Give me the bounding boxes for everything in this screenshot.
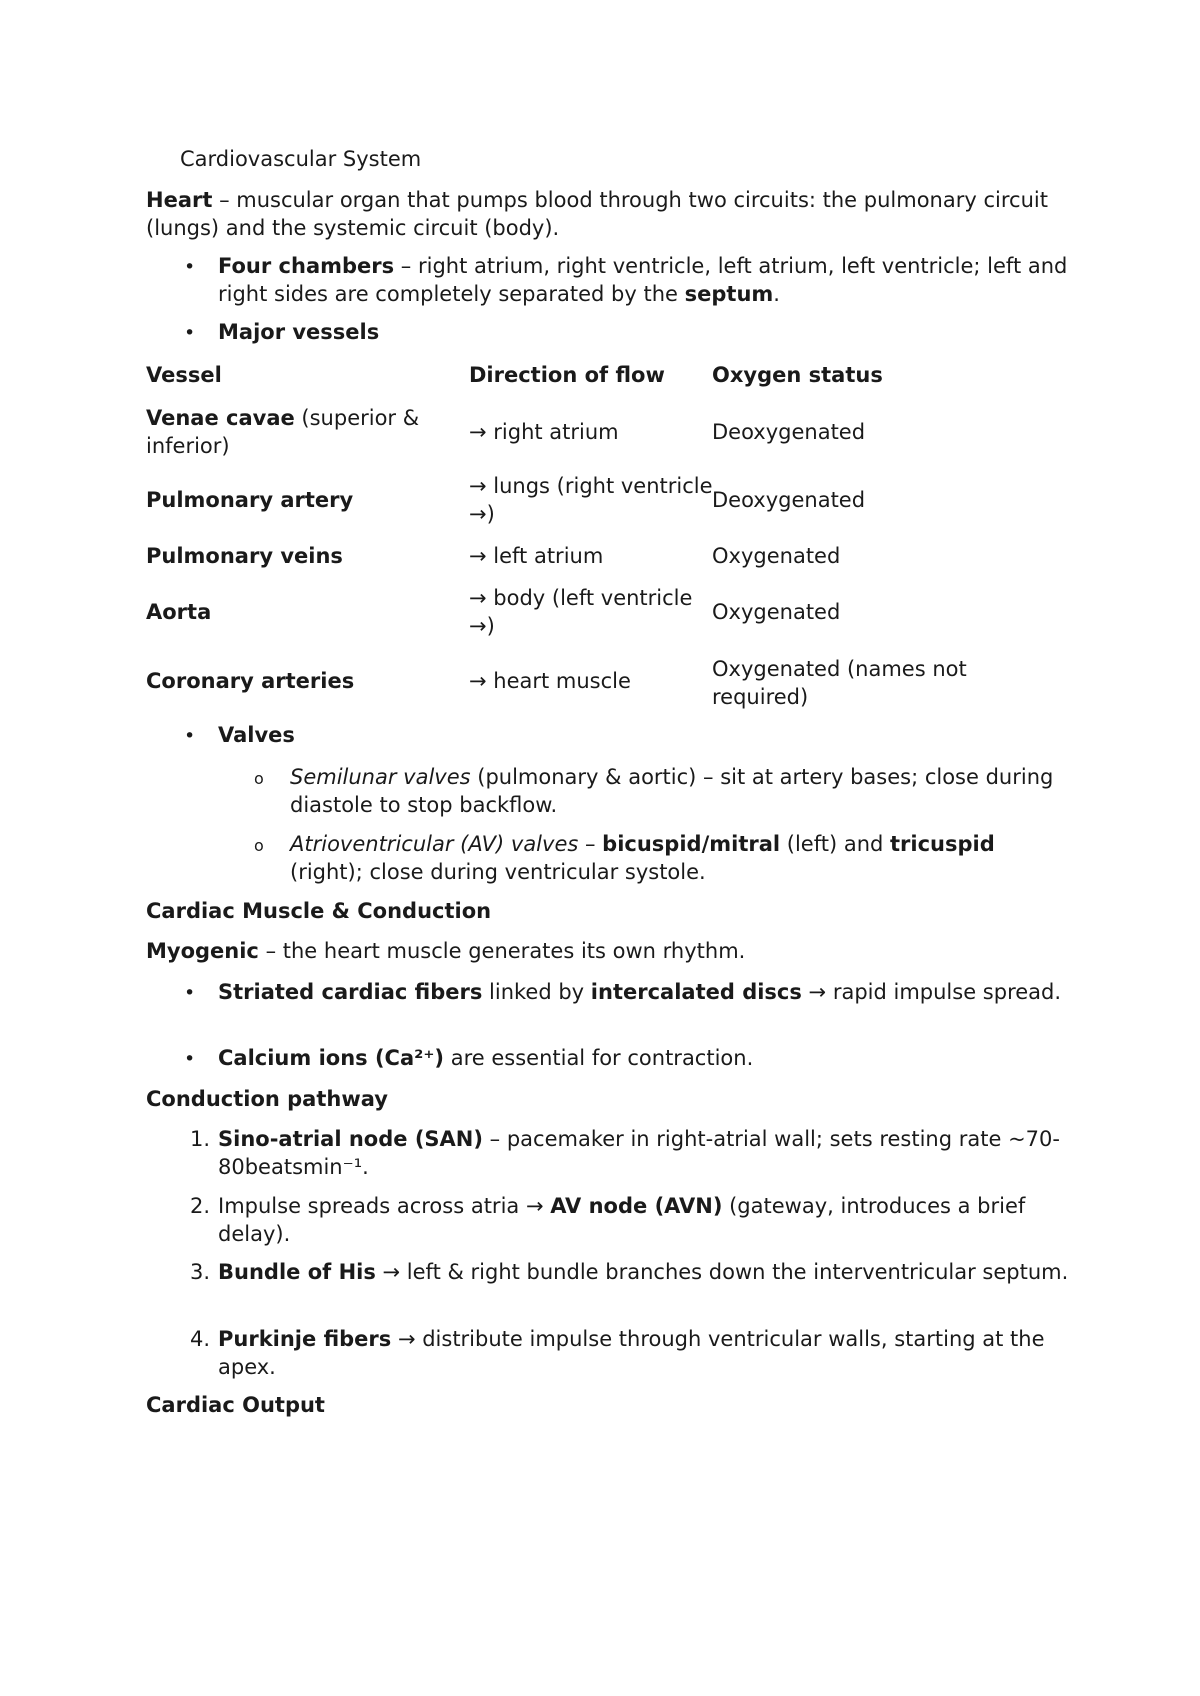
- myogenic-text: – the heart muscle generates its own rhythm.: [258, 939, 746, 963]
- vessel-note: (superior & inferior): [146, 406, 420, 458]
- bullet-icon: •: [184, 322, 196, 344]
- step-item: [218, 1325, 1078, 1381]
- semilunar-term: Semilunar valves: [290, 765, 471, 789]
- semilunar-item: [290, 763, 1070, 819]
- step-text: → left & right bundle branches down the interventricular septum.: [375, 1260, 1069, 1284]
- step-text: (gateway, introduces a brief delay).: [218, 1194, 1026, 1246]
- calcium-text: are essential for contraction.: [444, 1046, 754, 1070]
- page-title: Cardiovascular System: [180, 147, 422, 171]
- semilunar-text: (pulmonary & aortic) – sit at artery bases; close during diastole to stop backflow.: [290, 765, 1054, 817]
- striated-text2: → rapid impulse spread.: [801, 980, 1062, 1004]
- sub-bullet-icon: o: [254, 769, 264, 788]
- septum-term: septum: [684, 282, 774, 306]
- table-cell-direction: → lungs (right ventricle →): [469, 474, 713, 526]
- step-text: – pacemaker in right-atrial wall; sets resting rate ~70-80beatsmin⁻¹.: [218, 1127, 1060, 1179]
- major-vessels-label: Major vessels: [218, 320, 380, 344]
- bullet-icon: •: [184, 256, 196, 278]
- step-term: Sino-atrial node (SAN): [218, 1127, 483, 1151]
- table-cell-oxygen: Oxygenated: [712, 544, 841, 568]
- step-number: 1.: [189, 1127, 210, 1151]
- step-number: 3.: [189, 1260, 210, 1284]
- heart-text: – muscular organ that pumps blood through two circuits: the pulmonary circuit (lungs) and the systemic circuit (body).: [146, 188, 1048, 240]
- table-cell-oxygen: Oxygenated: [712, 600, 841, 624]
- table-cell-direction: → heart muscle: [469, 669, 631, 693]
- table-cell-direction: → right atrium: [469, 420, 619, 444]
- tricuspid-term: tricuspid: [890, 832, 995, 856]
- table-cell-vessel: Aorta: [146, 600, 212, 624]
- table-header-direction: Direction of flow: [469, 363, 665, 387]
- av-valves-item: [290, 830, 1070, 886]
- av-text1: (left) and: [780, 832, 891, 856]
- chambers-item: [218, 252, 1078, 308]
- step-term: Purkinje fibers: [218, 1327, 392, 1351]
- bullet-icon: •: [184, 1048, 196, 1070]
- table-cell-vessel: Pulmonary veins: [146, 544, 343, 568]
- table-cell-oxygen: Deoxygenated: [712, 420, 866, 444]
- step-term: Bundle of His: [218, 1260, 376, 1284]
- step-term: AV node (AVN): [550, 1194, 723, 1218]
- striated-item: [218, 978, 1078, 1006]
- table-cell-vessel: [146, 404, 456, 460]
- chambers-text: – right atrium, right ventricle, left atrium, left ventricle; left and right sides are completely separated by the: [218, 254, 1068, 306]
- av-dash: –: [578, 832, 603, 856]
- chambers-term: Four chambers: [218, 254, 395, 278]
- step-item: [218, 1258, 1078, 1286]
- heart-paragraph: [146, 186, 1076, 242]
- chambers-end: .: [773, 282, 780, 306]
- cardiac-output-heading: Cardiac Output: [146, 1393, 325, 1417]
- striated-text1: linked by: [482, 980, 591, 1004]
- vessel-name: Venae cavae: [146, 406, 295, 430]
- table-cell-oxygen: Deoxygenated: [712, 488, 866, 512]
- striated-term: Striated cardiac fibers: [218, 980, 483, 1004]
- table-cell-oxygen: Oxygenated (names not required): [712, 657, 967, 709]
- myogenic-paragraph: [146, 937, 1076, 965]
- step-number: 2.: [189, 1194, 210, 1218]
- intercalated-term: intercalated discs: [590, 980, 802, 1004]
- table-cell-direction: → left atrium: [469, 544, 604, 568]
- calcium-term: Calcium ions (Ca²⁺): [218, 1046, 445, 1070]
- bullet-icon: •: [184, 725, 196, 747]
- bullet-icon: •: [184, 982, 196, 1004]
- table-cell-vessel: Pulmonary artery: [146, 488, 354, 512]
- step-number: 4.: [189, 1327, 210, 1351]
- av-term: Atrioventricular (AV) valves: [290, 832, 579, 856]
- myogenic-term: Myogenic: [146, 939, 259, 963]
- calcium-item: [218, 1044, 1078, 1072]
- heart-term: Heart: [146, 188, 213, 212]
- table-cell-vessel: Coronary arteries: [146, 669, 355, 693]
- valves-label: Valves: [218, 723, 295, 747]
- table-header-oxygen: Oxygen status: [712, 363, 883, 387]
- step-text: → distribute impulse through ventricular walls, starting at the apex.: [218, 1327, 1045, 1379]
- step-pre: Impulse spreads across atria →: [218, 1194, 551, 1218]
- cardiac-muscle-heading: Cardiac Muscle & Conduction: [146, 899, 492, 923]
- av-text2: (right); close during ventricular systole.: [290, 860, 706, 884]
- table-header-vessel: Vessel: [146, 363, 222, 387]
- table-cell-direction: → body (left ventricle →): [469, 586, 693, 638]
- step-item: [218, 1125, 1078, 1181]
- sub-bullet-icon: o: [254, 836, 264, 855]
- conduction-heading: Conduction pathway: [146, 1087, 388, 1111]
- bicuspid-term: bicuspid/mitral: [602, 832, 781, 856]
- step-item: [218, 1192, 1078, 1248]
